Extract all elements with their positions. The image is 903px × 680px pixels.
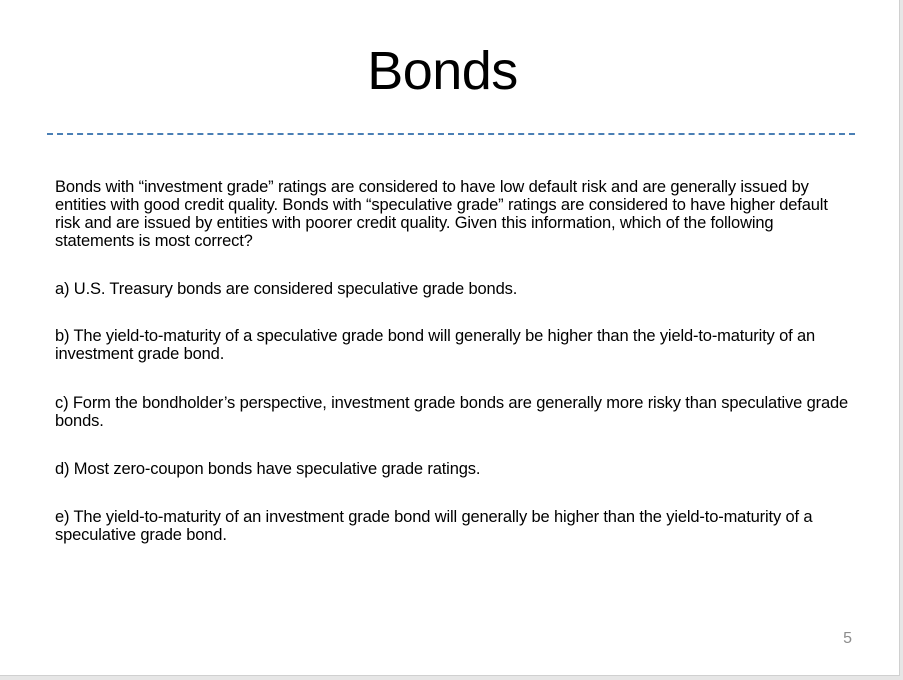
answer-option-a: a) U.S. Treasury bonds are considered speculative grade bonds. [55, 280, 518, 298]
slide-title: Bonds [367, 41, 518, 101]
answer-option-c: c) Form the bondholder’s perspective, investment grade bonds are generally more risky than speculative grade bonds. [55, 394, 849, 430]
title-divider [47, 133, 855, 135]
answer-option-d: d) Most zero-coupon bonds have speculative grade ratings. [55, 460, 481, 478]
question-intro: Bonds with “investment grade” ratings are considered to have low default risk and are generally issued by entities with good credit quality. Bonds with “speculative grade” ratings are considered to have higher default risk and are issued by entities with poorer credit quality. Given this information, which of the following statements is most correct? [55, 178, 828, 250]
page-number: 5 [843, 630, 852, 647]
answer-option-e: e) The yield-to-maturity of an investment grade bond will generally be higher than the yield-to-maturity of a speculative grade bond. [55, 508, 813, 544]
answer-option-b: b) The yield-to-maturity of a speculative grade bond will generally be higher than the yield-to-maturity of an investment grade bond. [55, 327, 816, 363]
